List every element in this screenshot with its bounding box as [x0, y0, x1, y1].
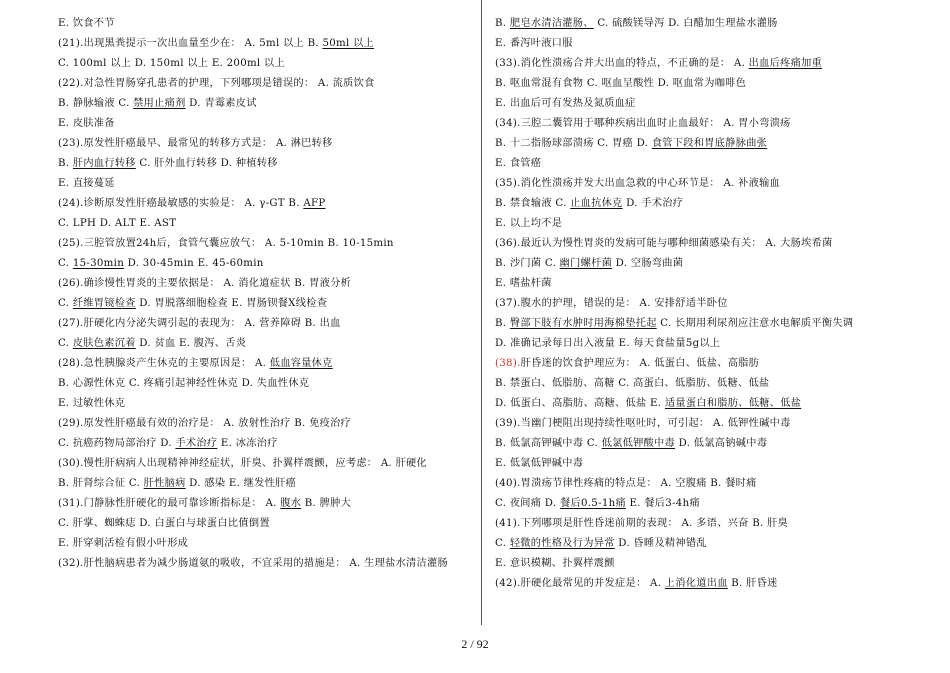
answer-underline: 食管下段和胃底静脉曲张 [651, 138, 768, 149]
text-segment: E. 肝穿刺活检有假小叶形成 [58, 538, 189, 549]
text-segment: C. [58, 298, 73, 309]
answer-underline: 臀部下肢有水肿时用海棉垫托起 [509, 318, 657, 329]
text-segment: B. 心源性休克 C. 疼痛引起神经性休克 D. 失血性休克 [58, 378, 310, 389]
text-segment: E. 过敏性休克 [58, 398, 126, 409]
text-segment: 肝昏迷的饮食护理应为： A. 低蛋白、低盐、高脂肪 [520, 358, 760, 369]
text-segment: B. 呕血常混有食物 C. 呕血呈酸性 D. 呕血常为咖啡色 [495, 78, 747, 89]
text-line [495, 154, 905, 174]
text-line [495, 454, 905, 474]
text-line [495, 314, 905, 334]
text-line [495, 374, 905, 394]
text-line [495, 34, 905, 54]
text-segment: B. [495, 18, 510, 29]
answer-underline: 轻微的性格及行为异常 [509, 538, 615, 549]
text-segment: C. [58, 258, 73, 269]
text-segment: C. 硫酸镁导泻 D. 白醋加生理盐水灌肠 [593, 18, 778, 29]
text-line [495, 114, 905, 134]
text-segment: (31).门静脉性肝硬化的最可靠诊断指标是： A. [58, 498, 281, 509]
text-segment: B. 肝肾综合征 C. [58, 478, 144, 489]
answer-underline: 肝内血行转移 [72, 158, 136, 169]
text-segment: E. 番泻叶液口服 [495, 38, 573, 49]
text-segment: (32).肝性脑病患者为减少肠道氨的吸收，不宜采用的措施是： A. 生理盐水清洁灌肠 [58, 558, 449, 569]
text-segment: C. 长期用利尿剂应注意水电解质平衡失调 [656, 318, 854, 329]
text-line [58, 394, 476, 414]
text-line [495, 474, 905, 494]
text-segment: D. 准确记录每日出入液量 E. 每天食盐量5g以上 [495, 338, 721, 349]
text-segment: C. 夜间痛 D. [495, 498, 560, 509]
text-segment: (42).肝硬化最常见的并发症是： A. [495, 578, 665, 589]
text-segment: D. 低蛋白、高脂肪、高糖、低盐 E. [495, 398, 665, 409]
text-line [58, 54, 476, 74]
answer-underline: AFP [303, 198, 326, 209]
text-segment: B. 低氯高钾碱中毒 C. [495, 438, 602, 449]
answer-underline: 腹水 [280, 498, 302, 509]
answer-underline: 幽门螺杆菌 [559, 258, 613, 269]
text-segment: D. 感染 E. 继发性肝癌 [185, 478, 297, 489]
text-line [58, 474, 476, 494]
text-segment: B. 肝昏迷 [727, 578, 778, 589]
text-line [495, 514, 905, 534]
text-line [495, 394, 905, 414]
text-segment: B. [58, 158, 73, 169]
text-segment: C. LPH D. ALT E. AST [58, 218, 177, 229]
text-segment: B. [495, 318, 510, 329]
answer-underline: 上消化道出血 [664, 578, 728, 589]
text-segment: D. 空肠弯曲菌 [612, 258, 684, 269]
text-segment: (24).诊断原发性肝癌最敏感的实验是： A. γ-GT B. [58, 198, 304, 209]
text-segment: E. 直接蔓延 [58, 178, 115, 189]
text-segment: (23).原发性肝癌最早、最常见的转移方式是： A. 淋巴转移 [58, 138, 333, 149]
text-segment: (21).出现黑粪提示一次出血量至少在： A. 5ml 以上 B. [58, 38, 323, 49]
answer-underline: 适量蛋白和脂肪、低糖、低盐 [664, 398, 802, 409]
text-line [495, 234, 905, 254]
question-number-highlight: (38). [495, 358, 521, 369]
text-line [58, 354, 476, 374]
text-segment: C. [58, 338, 73, 349]
text-segment: D. 低氯高钠碱中毒 [675, 438, 768, 449]
text-segment: E. 以上均不是 [495, 218, 563, 229]
text-line [58, 94, 476, 114]
text-segment: E. 饮食不节 [58, 18, 115, 29]
text-segment: E. 皮肤准备 [58, 118, 115, 129]
text-segment: (41).下列哪项是肝性昏迷前期的表现： A. 多语、兴奋 B. 肝臭 [495, 518, 789, 529]
text-segment: D. 昏睡及精神错乱 [614, 538, 707, 549]
text-line [495, 294, 905, 314]
text-line [58, 234, 476, 254]
text-line [495, 534, 905, 554]
text-segment: (25).三腔管放置24h后，食管气囊应放气： A. 5-10min B. 10-15min [58, 238, 394, 249]
text-segment: E. 食管癌 [495, 158, 542, 169]
text-segment: B. 沙门菌 C. [495, 258, 560, 269]
text-line [495, 354, 905, 374]
text-segment: C. 100ml 以上 D. 150ml 以上 E. 200ml 以上 [58, 58, 286, 69]
text-line [495, 194, 905, 214]
text-segment: B. 禁蛋白、低脂肪、高糖 C. 高蛋白、低脂肪、低糖、低盐 [495, 378, 770, 389]
text-line [495, 554, 905, 574]
column-divider [481, 0, 482, 625]
text-line [58, 434, 476, 454]
text-segment: (40).胃溃疡节律性疼痛的特点是： A. 空腹痛 B. 餐时痛 [495, 478, 757, 489]
text-segment: (27).肝硬化内分泌失调引起的表现为： A. 营养障碍 B. 出血 [58, 318, 341, 329]
answer-underline: 止血抗休克 [570, 198, 623, 209]
text-segment: (35).消化性溃疡并发大出血急救的中心环节是： A. 补液输血 [495, 178, 781, 189]
text-line [58, 294, 476, 314]
text-segment: E. 餐后3-4h痛 [625, 498, 700, 509]
text-line [58, 74, 476, 94]
text-line [495, 94, 905, 114]
text-segment: C. 肝外血行转移 D. 种植转移 [135, 158, 278, 169]
answer-underline: 15-30min [72, 258, 125, 269]
text-segment: D. 手术治疗 [622, 198, 684, 209]
text-segment: C. [495, 538, 510, 549]
text-line [495, 434, 905, 454]
text-segment: D. 30-45min E. 45-60min [124, 258, 264, 269]
text-segment: (29).原发性肝癌最有效的治疗是： A. 放射性治疗 B. 免疫治疗 [58, 418, 352, 429]
text-line [58, 194, 476, 214]
text-segment: (34).三腔二囊管用于哪种疾病出血时止血最好： A. 胃小弯溃疡 [495, 118, 791, 129]
text-line [58, 374, 476, 394]
text-line [58, 134, 476, 154]
text-line [58, 494, 476, 514]
answer-underline: 餐后0.5-1h痛 [560, 498, 626, 509]
text-line [58, 554, 476, 574]
text-segment: (36).最近认为慢性胃炎的发病可能与哪种细菌感染有关： A. 大肠埃希菌 [495, 238, 833, 249]
text-segment: C. 肝掌、蜘蛛痣 D. 白蛋白与球蛋白比值倒置 [58, 518, 270, 529]
text-line [495, 274, 905, 294]
text-line [495, 74, 905, 94]
text-line [495, 334, 905, 354]
text-segment: B. 脾肿大 [301, 498, 352, 509]
answer-underline: 低氯低钾酸中毒 [601, 438, 676, 449]
answer-underline: 禁用止痛剂 [133, 98, 186, 109]
text-segment: (26).确诊慢性胃炎的主要依据是： A. 消化道症状 B. 胃液分析 [58, 278, 352, 289]
right-column [495, 14, 905, 594]
text-segment: D. 胃脱落细胞检查 E. 胃肠钡餐X线检查 [135, 298, 328, 309]
text-segment: B. 十二指肠球部溃疡 C. 胃癌 D. [495, 138, 652, 149]
text-line [495, 414, 905, 434]
text-segment: E. 嗜盐杆菌 [495, 278, 552, 289]
text-segment: (22).对急性胃肠穿孔患者的护理，下列哪项是错误的： A. 流质饮食 [58, 78, 375, 89]
text-line [58, 314, 476, 334]
text-line [58, 34, 476, 54]
answer-underline: 肝性脑病 [143, 478, 186, 489]
text-segment: E. 低氯低钾碱中毒 [495, 458, 584, 469]
answer-underline: 50ml 以上 [322, 38, 375, 49]
text-line [495, 214, 905, 234]
text-segment: B. 静脉输液 C. [58, 98, 134, 109]
text-segment: (39).当幽门梗阻出现持续性呕吐时，可引起： A. 低钾性碱中毒 [495, 418, 791, 429]
answer-underline: 纤维胃镜检查 [72, 298, 136, 309]
text-segment: E. 意识模糊、扑翼样震颤 [495, 558, 615, 569]
text-line [495, 254, 905, 274]
text-line [495, 494, 905, 514]
text-line [58, 154, 476, 174]
text-line [58, 414, 476, 434]
text-line [58, 174, 476, 194]
answer-underline: 皮肤色素沉着 [72, 338, 136, 349]
page-number: 2 / 92 [461, 637, 489, 651]
text-line [58, 114, 476, 134]
text-segment: E. 冰冻治疗 [217, 438, 278, 449]
answer-underline: 出血后疼痛加重 [748, 58, 823, 69]
text-line [58, 214, 476, 234]
text-segment: (28).急性胰腺炎产生休克的主要原因是： A. [58, 358, 270, 369]
text-line [58, 534, 476, 554]
text-line [58, 14, 476, 34]
text-line [495, 574, 905, 594]
text-segment: (37).腹水的护理，错误的是： A. 安排舒适半卧位 [495, 298, 728, 309]
text-line [58, 274, 476, 294]
text-line [495, 14, 905, 34]
text-line [495, 54, 905, 74]
text-line [58, 514, 476, 534]
answer-underline: 肥皂水清洁灌肠、 [509, 18, 594, 29]
text-line [495, 134, 905, 154]
answer-underline: 手术治疗 [175, 438, 218, 449]
text-segment: D. 青霉素皮试 [185, 98, 257, 109]
text-segment: C. 抗癌药物局部治疗 D. [58, 438, 176, 449]
text-segment: E. 出血后可有发热及氮质血症 [495, 98, 636, 109]
text-line [58, 334, 476, 354]
text-segment: B. 禁食输液 C. [495, 198, 571, 209]
answer-underline: 低血容量休克 [269, 358, 333, 369]
text-line [58, 254, 476, 274]
text-segment: (33).消化性溃疡合并大出血的特点，不正确的是： A. [495, 58, 749, 69]
text-line [58, 454, 476, 474]
left-column [58, 14, 476, 574]
text-segment: D. 贫血 E. 腹泻、舌炎 [135, 338, 247, 349]
text-segment: (30).慢性肝病病人出现精神神经症状，肝臭、扑翼样震颤，应考虑： A. 肝硬化 [58, 458, 428, 469]
text-line [495, 174, 905, 194]
